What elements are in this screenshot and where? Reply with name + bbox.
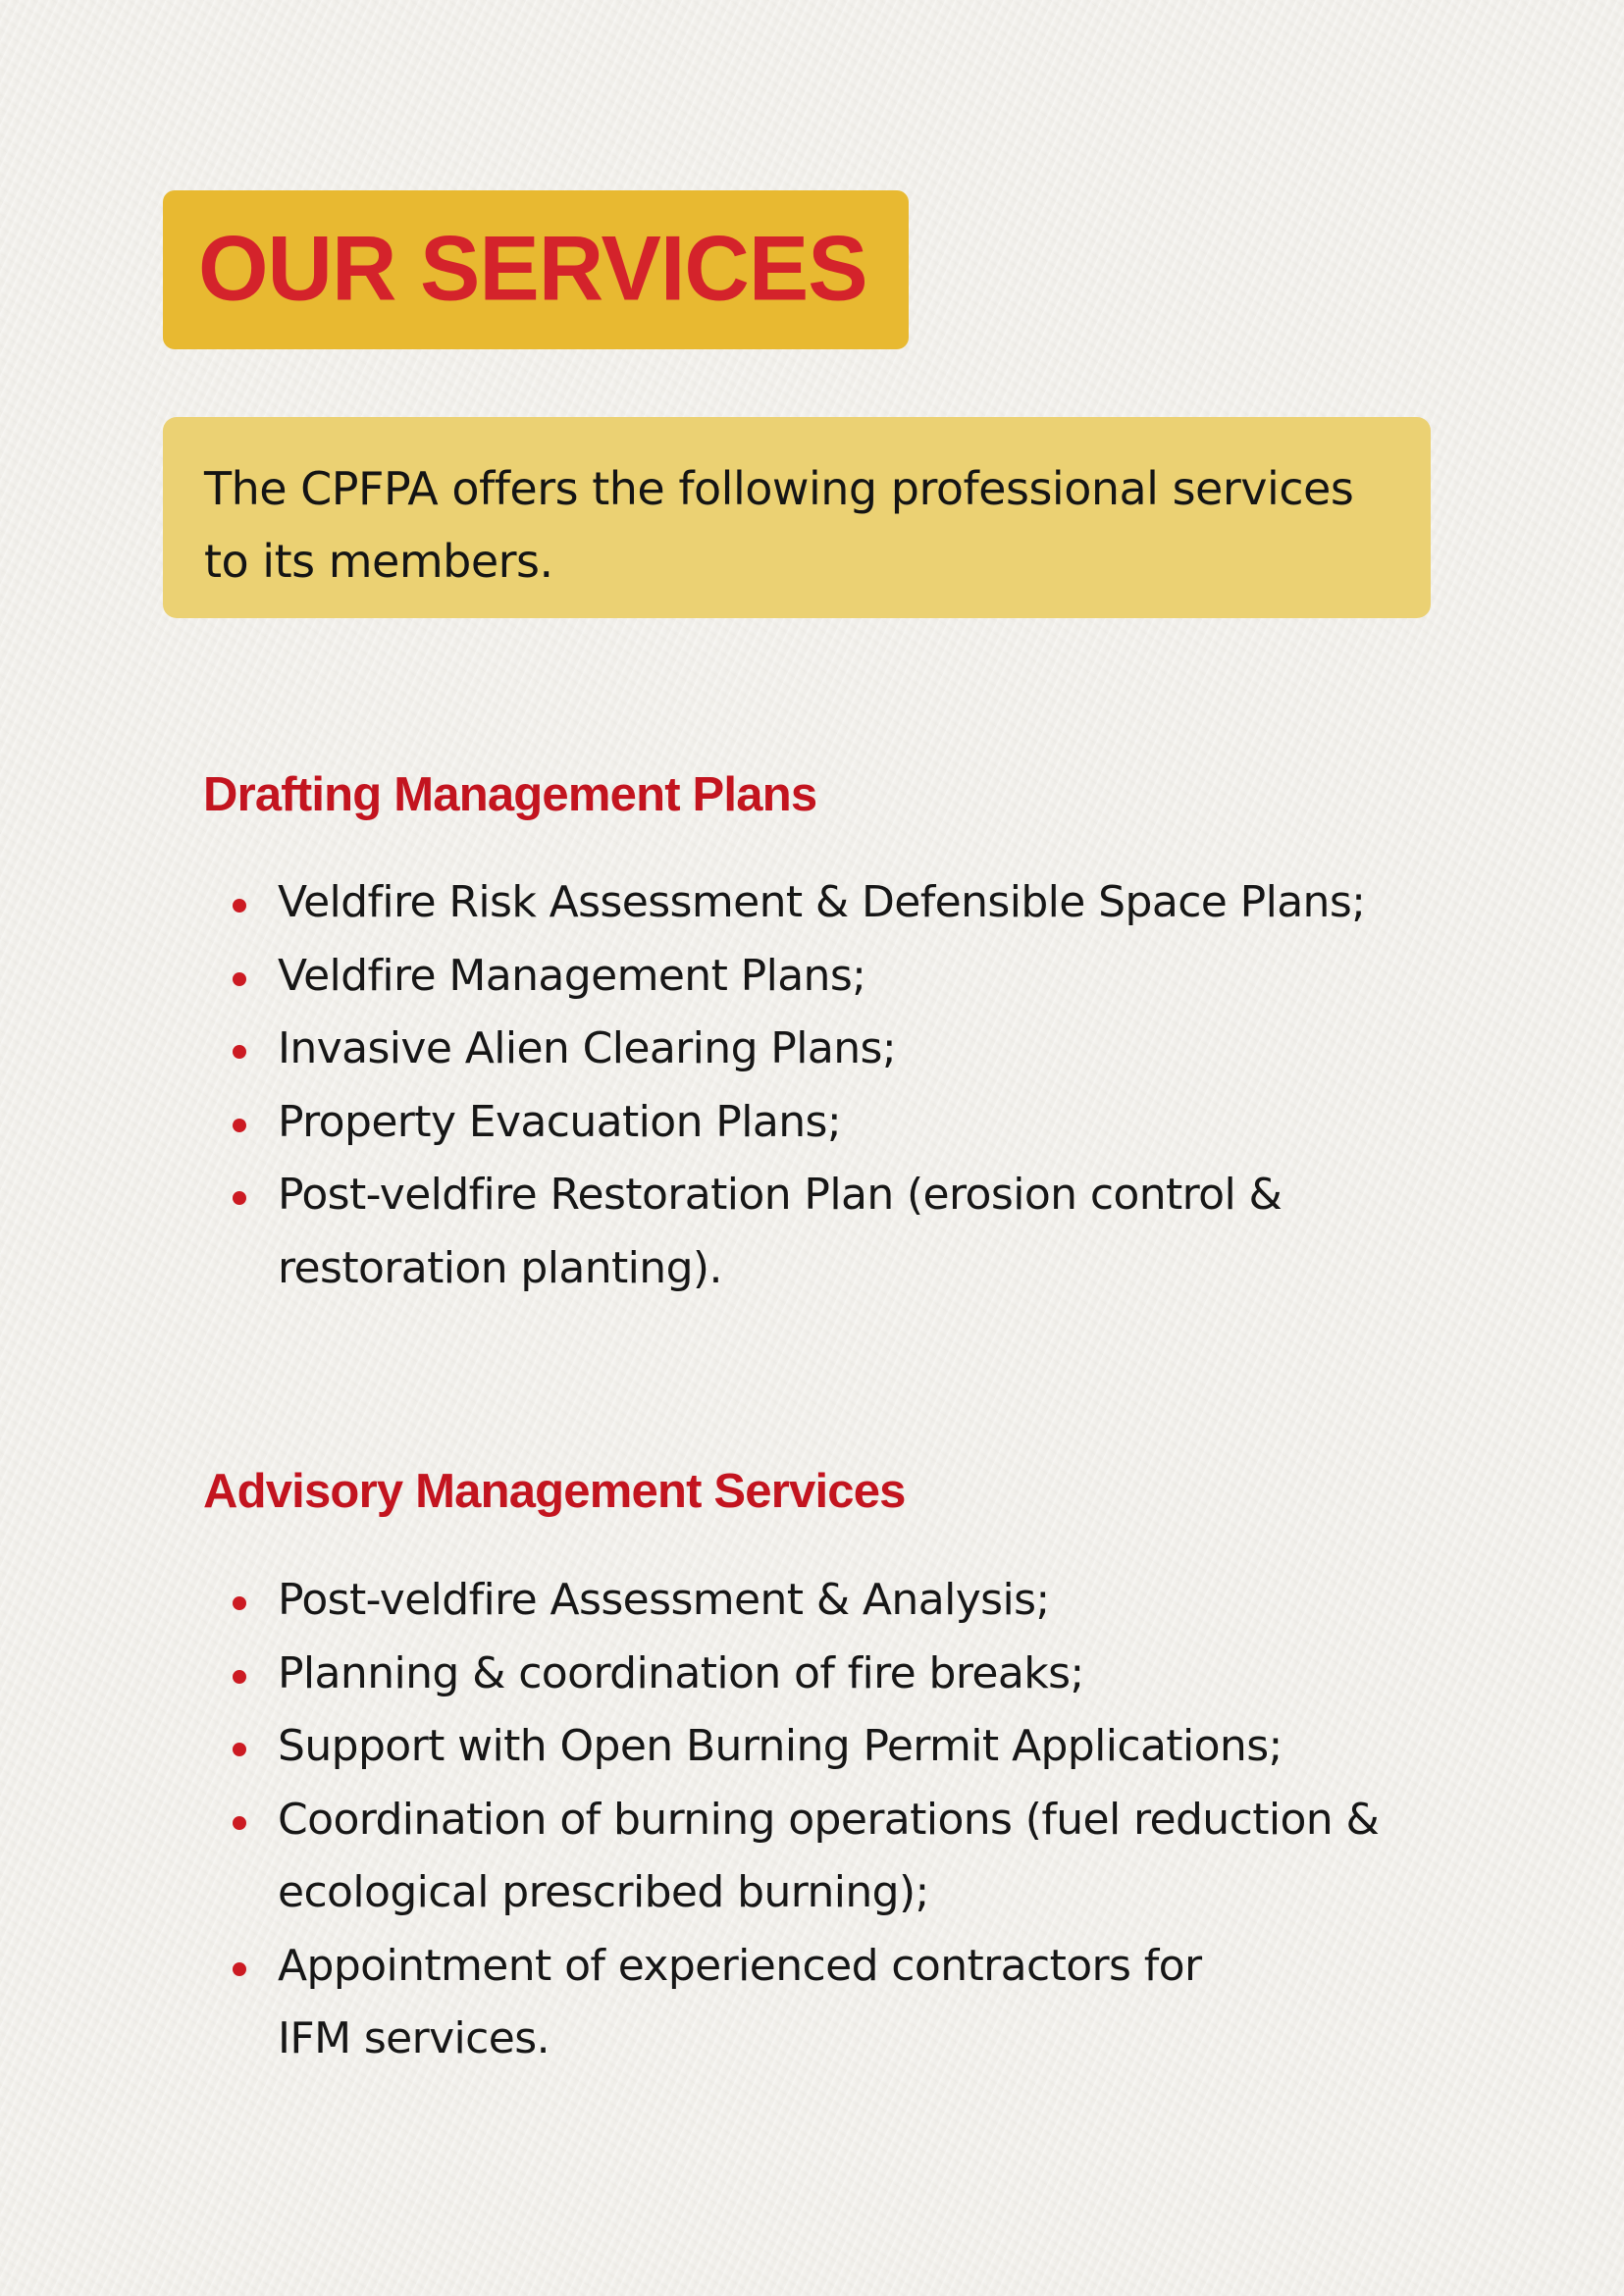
list-item-text: Support with Open Burning Permit Applications; [278, 1721, 1283, 1771]
bullet-icon [233, 1119, 246, 1132]
bullet-icon [233, 1670, 246, 1684]
intro-banner [163, 417, 1431, 618]
list-item [203, 1638, 1430, 1711]
list-item-text: Coordination of burning operations (fuel reduction & ecological prescribed burning); [278, 1794, 1380, 1917]
bullet-icon [233, 1596, 246, 1610]
page-title: OUR SERVICES [198, 217, 867, 321]
bullet-icon [233, 1743, 246, 1756]
title-banner [163, 190, 909, 349]
bullet-icon [233, 1962, 246, 1976]
bullet-icon [233, 972, 246, 986]
section-heading-drafting: Drafting Management Plans [203, 768, 817, 821]
section-heading-advisory: Advisory Management Services [203, 1465, 906, 1518]
list-item-text: Property Evacuation Plans; [278, 1096, 842, 1147]
list-item [203, 1784, 1430, 1930]
list-item-text: Planning & coordination of fire breaks; [278, 1647, 1084, 1698]
list-item [203, 866, 1430, 940]
list-item-text: Post-veldfire Assessment & Analysis; [278, 1575, 1050, 1625]
advisory-services-list [203, 1564, 1430, 2076]
intro-text: The CPFPA offers the following professional services to its members. [204, 462, 1354, 588]
list-item [203, 1930, 1430, 2076]
drafting-services-list [203, 866, 1430, 1305]
bullet-icon [233, 899, 246, 913]
list-item-text: Veldfire Management Plans; [278, 950, 866, 1001]
list-item [203, 1159, 1430, 1305]
list-item [203, 1086, 1430, 1160]
bullet-icon [233, 1045, 246, 1059]
bullet-icon [233, 1191, 246, 1205]
list-item [203, 940, 1430, 1014]
list-item-text: Appointment of experienced contractors for IFM services. [278, 1940, 1202, 2063]
list-item-text: Invasive Alien Clearing Plans; [278, 1023, 897, 1073]
list-item [203, 1013, 1430, 1086]
list-item [203, 1564, 1430, 1638]
list-item-text: Veldfire Risk Assessment & Defensible Space Plans; [278, 877, 1366, 927]
bullet-icon [233, 1816, 246, 1830]
list-item-text: Post-veldfire Restoration Plan (erosion control & restoration planting). [278, 1170, 1283, 1293]
list-item [203, 1710, 1430, 1784]
